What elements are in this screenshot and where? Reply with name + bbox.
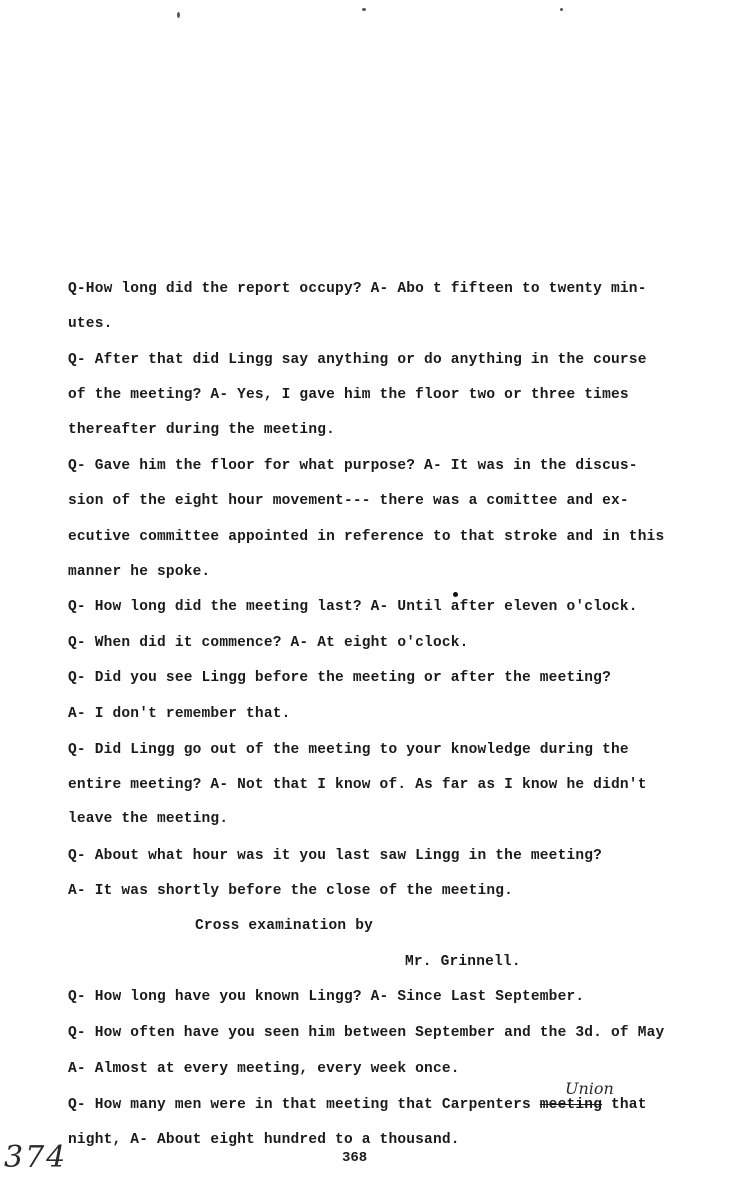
transcript-line: Q- How long did the meeting last? A- Until after eleven o'clock. [68, 599, 638, 615]
question-text-end: that [602, 1097, 647, 1113]
transcript-line [68, 1096, 647, 1114]
transcript-line: Q- Did you see Lingg before the meeting or after the meeting? [68, 670, 611, 686]
transcript-line: Q- How often have you seen him between September and the 3d. of May [68, 1025, 665, 1041]
transcript-line: Q- After that did Lingg say anything or do anything in the course [68, 352, 647, 368]
transcript-line: Q- Did Lingg go out of the meeting to your knowledge during the [68, 742, 629, 758]
paper-speck [560, 8, 563, 11]
struck-word: meeting [539, 1097, 603, 1113]
transcript-line: night, A- About eight hundred to a thousand. [68, 1132, 460, 1148]
paper-speck [453, 592, 458, 597]
transcript-line: A- It was shortly before the close of the meeting. [68, 883, 514, 899]
page-number: 368 [342, 1150, 368, 1166]
transcript-line: sion of the eight hour movement--- there was a comittee and ex- [68, 493, 629, 509]
transcript-line: Q- Gave him the floor for what purpose? A- It was in the discus- [68, 458, 638, 474]
transcript-line: manner he spoke. [68, 564, 211, 580]
cross-examining-attorney: Mr. Grinnell. [405, 954, 521, 970]
transcript-line: of the meeting? A- Yes, I gave him the floor two or three times [68, 387, 629, 403]
cross-examination-heading: Cross examination by [195, 918, 374, 934]
transcript-line: A- Almost at every meeting, every week once. [68, 1061, 460, 1077]
paper-speck [177, 12, 180, 18]
question-text: Q- How many men were in that meeting that Carpenters [68, 1097, 540, 1113]
transcript-line: thereafter during the meeting. [68, 422, 336, 438]
paper-speck [362, 8, 366, 11]
transcript-line: A- I don't remember that. [68, 706, 291, 722]
transcript-line: Q- How long have you known Lingg? A- Since Last September. [68, 989, 585, 1005]
handwritten-margin-number: 374 [4, 1140, 68, 1175]
transcript-line: Q-How long did the report occupy? A- Abo t fifteen to twenty min- [68, 281, 647, 297]
handwritten-insertion: Union [565, 1079, 614, 1098]
transcript-line: Q- When did it commence? A- At eight o'clock. [68, 635, 469, 651]
transcript-line: leave the meeting. [68, 811, 229, 827]
transcript-line: utes. [68, 316, 113, 332]
transcript-line: ecutive committee appointed in reference to that stroke and in this [68, 529, 665, 545]
transcript-line: entire meeting? A- Not that I know of. As far as I know he didn't [68, 777, 647, 793]
transcript-line: Q- About what hour was it you last saw Lingg in the meeting? [68, 848, 603, 864]
